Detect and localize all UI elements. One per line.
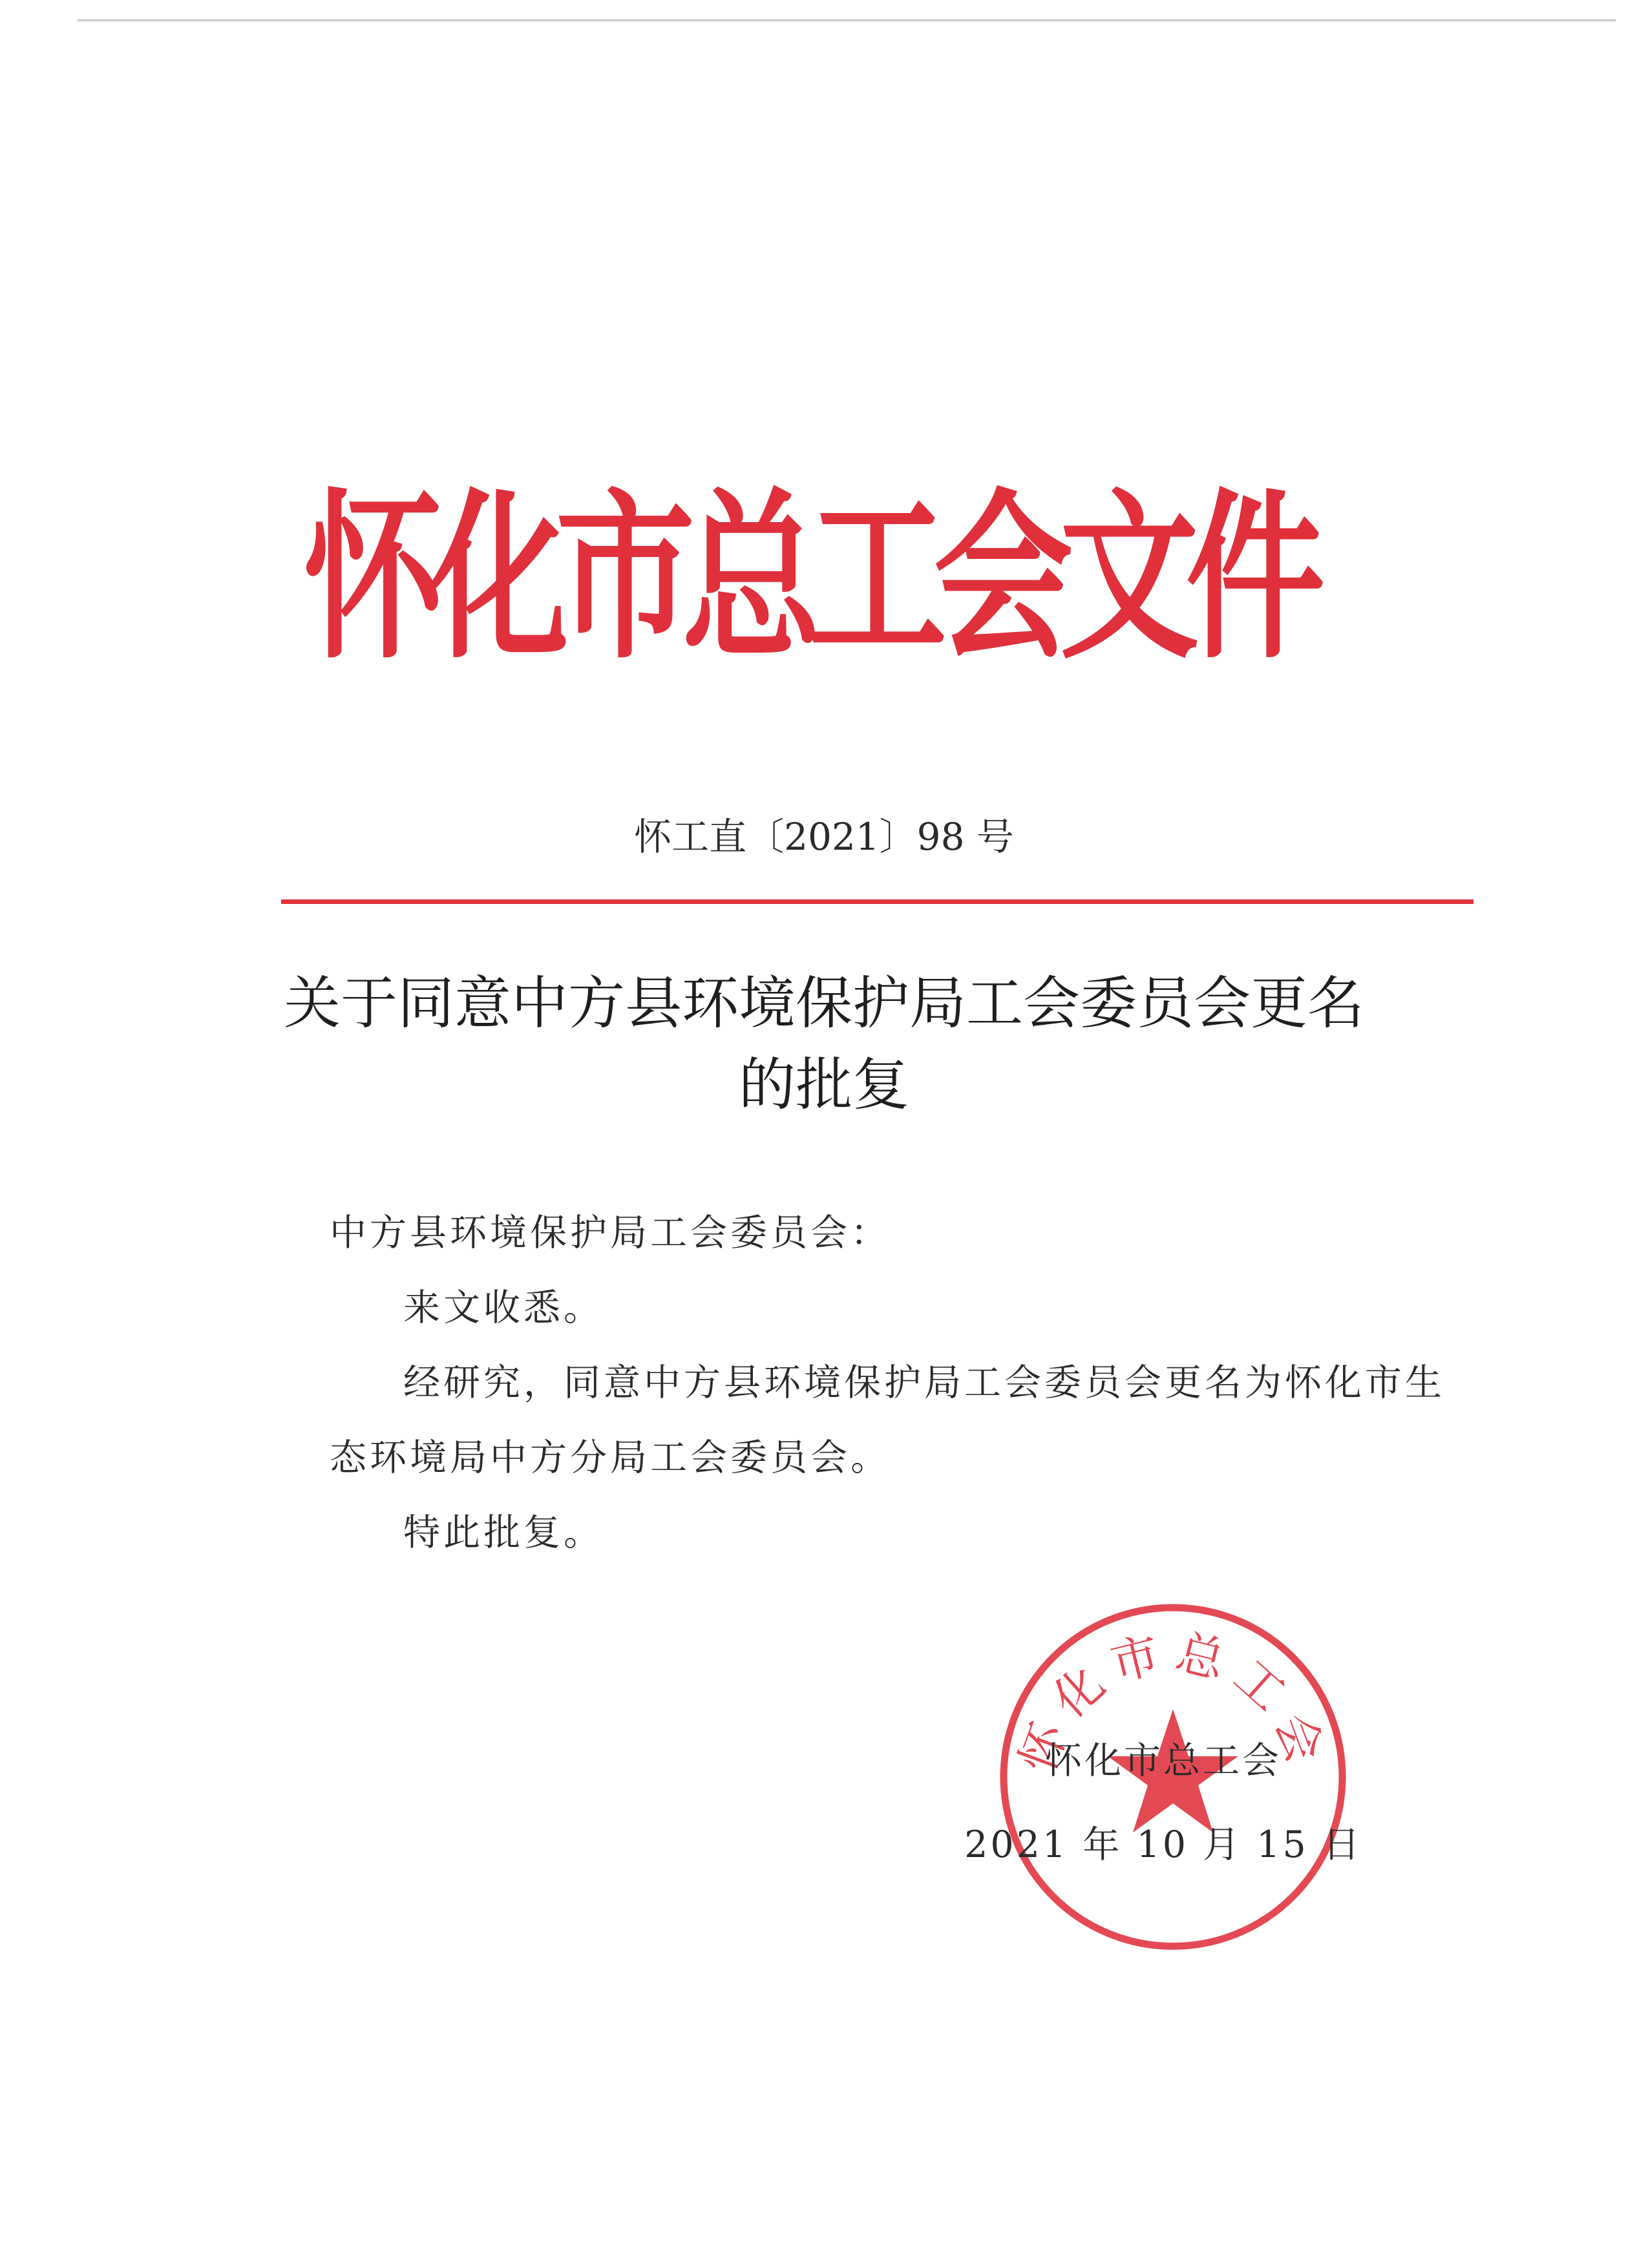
title-line-1: 关于同意中方县环境保护局工会委员会更名 bbox=[283, 970, 1364, 1036]
paragraph-1: 来文收悉。 bbox=[403, 1286, 604, 1329]
signature-block bbox=[937, 1719, 1389, 1887]
document-header: 怀化市总工会文件 bbox=[304, 472, 1312, 684]
document-title bbox=[0, 963, 1648, 1126]
red-divider bbox=[281, 899, 1474, 904]
signature-org: 怀化市总工会 bbox=[1045, 1739, 1282, 1782]
title-line-2: 的批复 bbox=[738, 1051, 909, 1118]
paragraph-2: 经研究，同意中方县环境保护局工会委员会更名为怀化市生态环境局中方分局工会委员会。 bbox=[330, 1361, 1445, 1479]
recipient-line: 中方县环境保护局工会委员会： bbox=[330, 1212, 891, 1254]
document-number: 怀工直〔2021〕98 号 bbox=[634, 815, 1014, 859]
scan-edge bbox=[78, 19, 1616, 21]
signature-date: 2021 年 10 月 15 日 bbox=[964, 1823, 1362, 1866]
paragraph-3: 特此批复。 bbox=[403, 1511, 604, 1554]
seal-text: 怀化市总工会 bbox=[1009, 1624, 1336, 1780]
document-body bbox=[330, 1195, 1480, 1570]
